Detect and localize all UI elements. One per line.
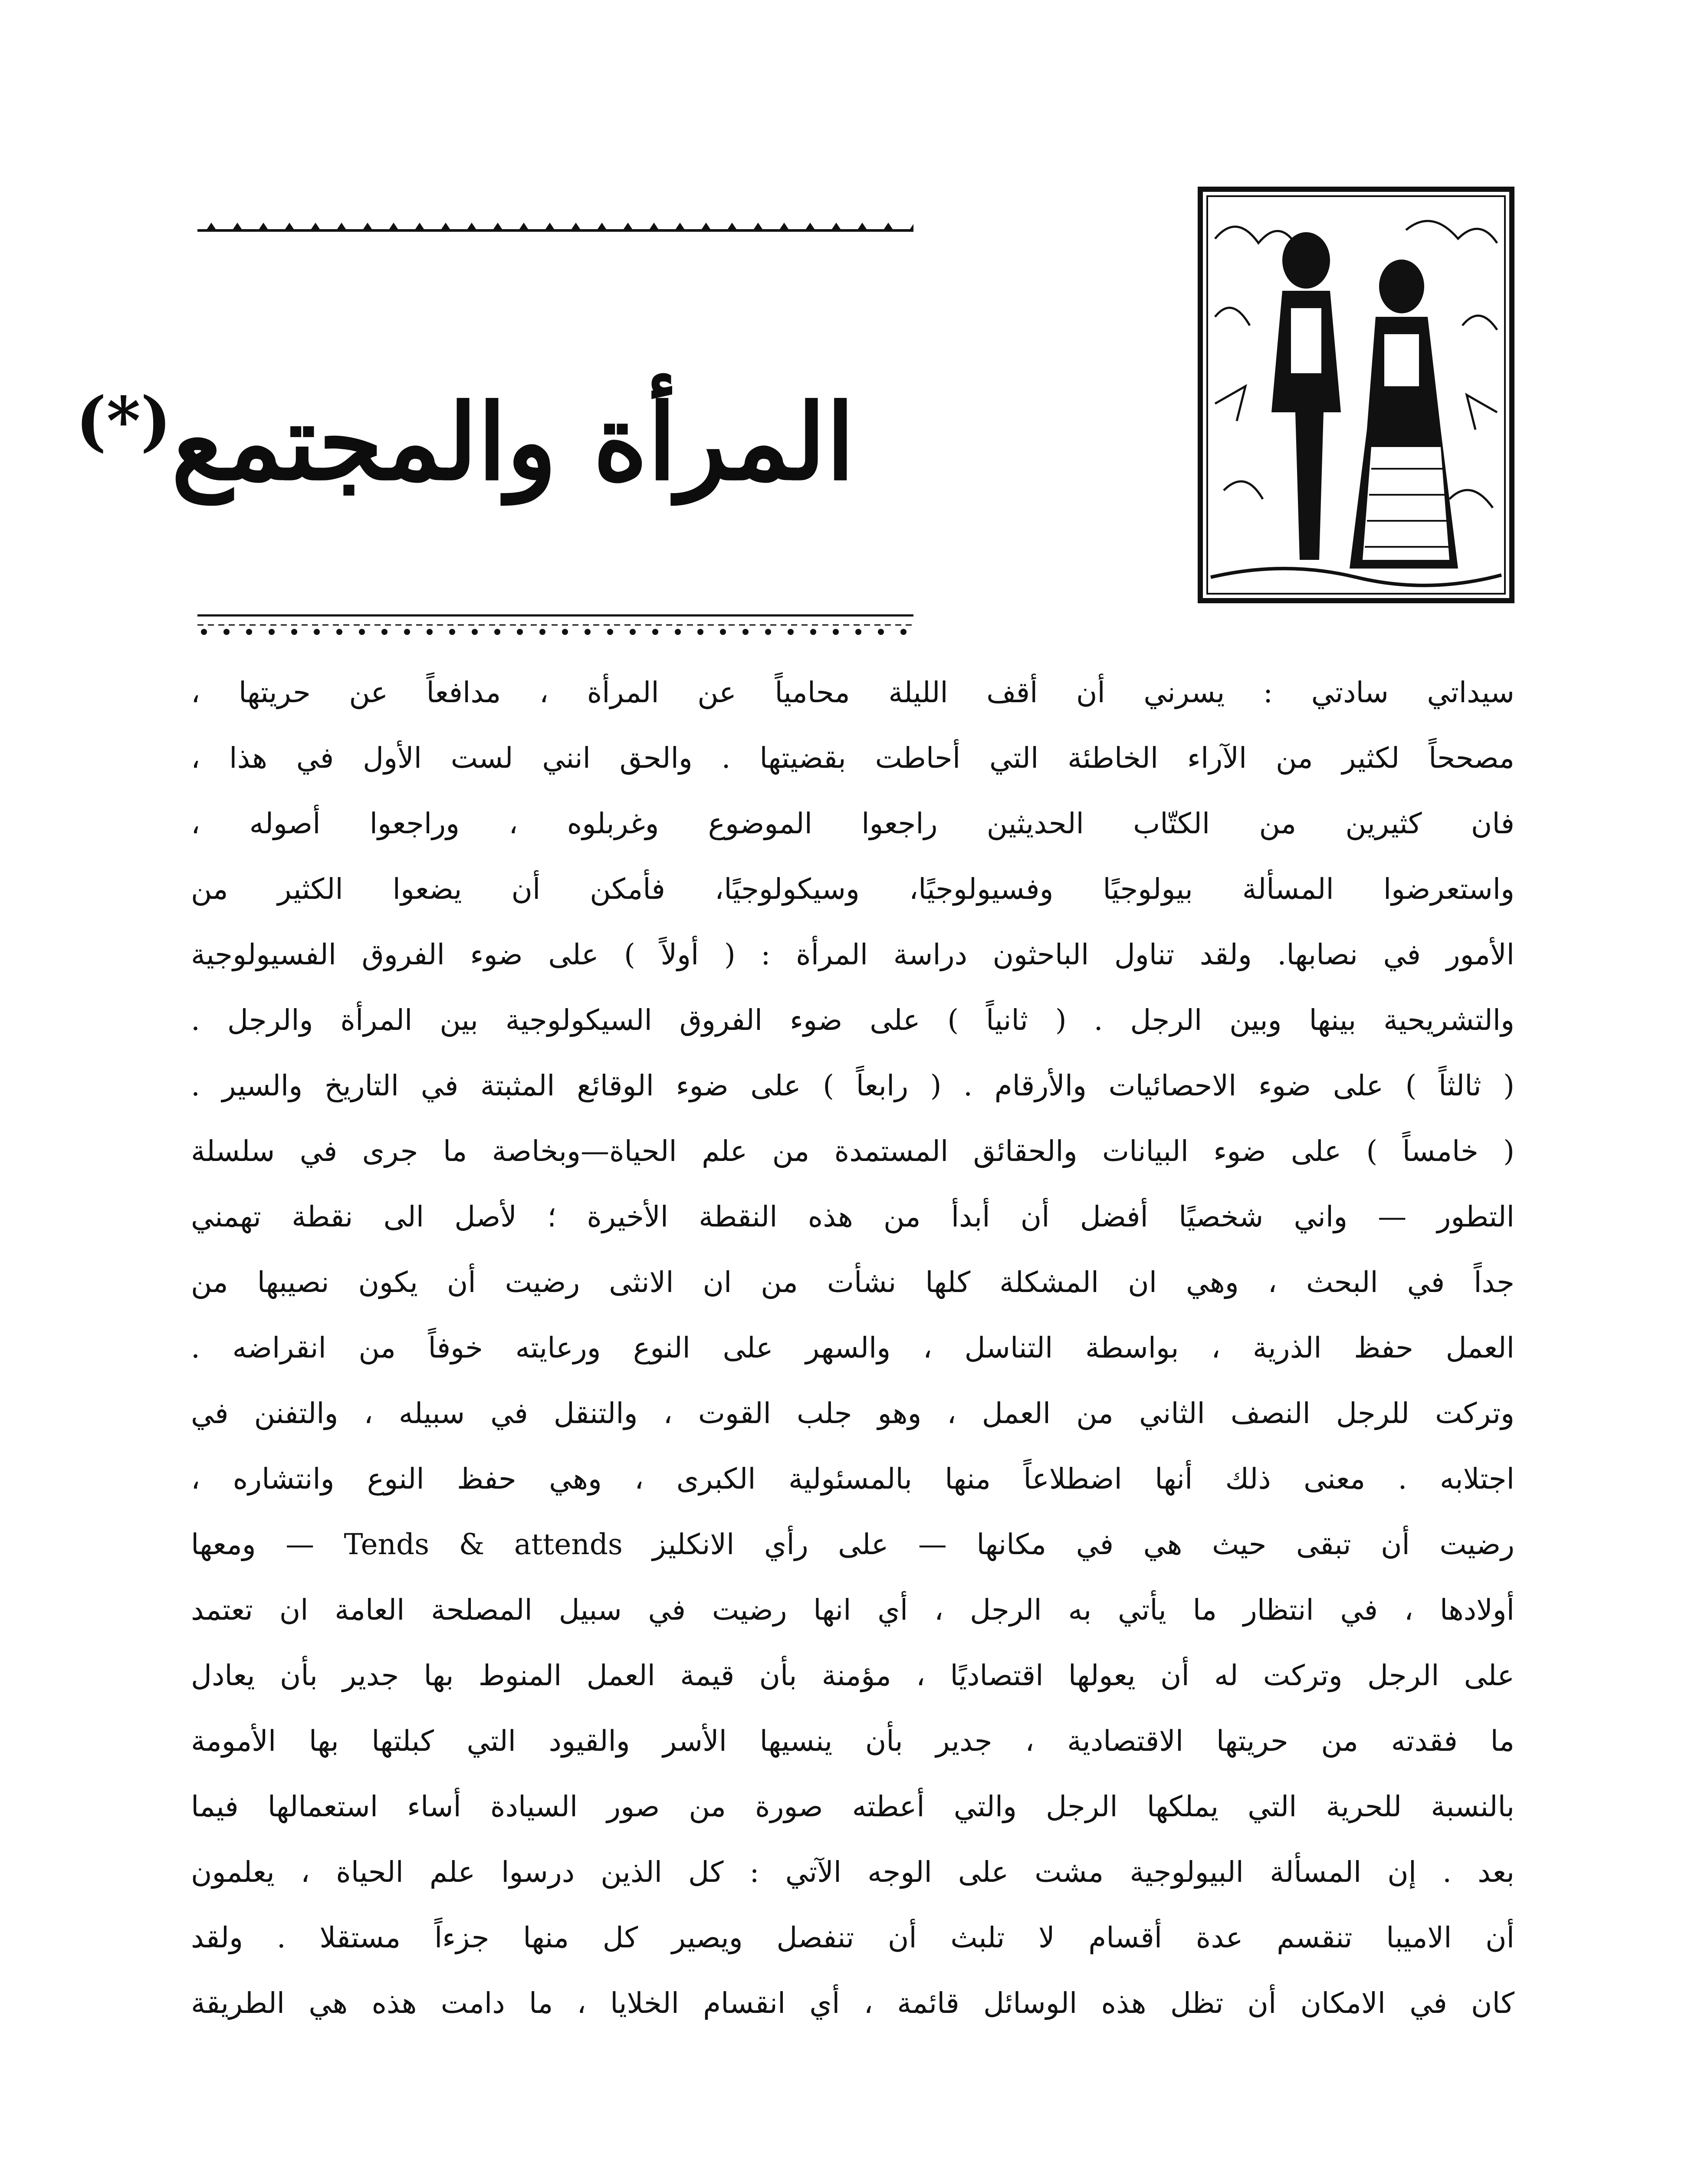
body-line: مصححاً لكثير من الآراء الخاطئة التي أحاطت بقضيتها . والحق انني لست الأول في هذا ، [191, 741, 1514, 775]
body-line: فان كثيرين من الكتّاب الحديثين راجعوا الموضوع وغربلوه ، وراجعوا أصوله ، [191, 807, 1514, 840]
body-line: واستعرضوا المسألة بيولوجيًا وفسيولوجيًا، وسيكولوجيًا، فأمكن أن يضعوا الكثير من [191, 872, 1514, 906]
body-line: رضيت أن تبقى حيث هي في مكانها — على رأي الانكليز Tends & attends — ومعها [191, 1528, 1514, 1561]
page-title [76, 330, 855, 512]
title-footnote-marker: (*) [76, 383, 171, 459]
body-line: أولادها ، في انتظار ما يأتي به الرجل ، أي انها رضيت في سبيل المصلحة العامة ان تعتمد [191, 1593, 1514, 1627]
body-line: على الرجل وتركت له أن يعولها اقتصاديًا ، مؤمنة بأن قيمة العمل المنوط بها جدير بأن يعادل [191, 1659, 1514, 1692]
body-line: وتركت للرجل النصف الثاني من العمل ، وهو جلب القوت ، والتنقل في سبيله ، والتفنن في [191, 1397, 1514, 1430]
body-line: ( ثالثاً ) على ضوء الاحصائيات والأرقام . ( رابعاً ) على ضوء الوقائع المثبتة في التاريخ والسير . [191, 1069, 1514, 1102]
body-line: الأمور في نصابها. ولقد تناول الباحثون دراسة المرأة : ( أولاً ) على ضوء الفروق الفسيولوجية [191, 938, 1514, 971]
body-line: كان في الامكان أن تظل هذه الوسائل قائمة ، أي انقسام الخلايا ، ما دامت هذه هي الطريقة [191, 1986, 1514, 2020]
body-line: ما فقدته من حريتها الاقتصادية ، جدير بأن ينسيها الأسر والقيود التي كبلتها بها الأمومة [191, 1724, 1514, 1758]
body-line: والتشريحية بينها وبين الرجل . ( ثانياً ) على ضوء الفروق السيكولوجية بين المرأة والرجل . [191, 1003, 1514, 1037]
ornamental-rule-icon [197, 219, 913, 235]
title-text: المرأة والمجتمع [171, 381, 855, 503]
article-body [191, 660, 1514, 2153]
body-line: أن الاميبا تنقسم عدة أقسام لا تلبث أن تنفصل ويصير كل منها جزءاً مستقلا . ولقد [191, 1921, 1514, 1954]
body-line: التطور — واني شخصيًا أفضل أن أبدأ من هذه النقطة الأخيرة ؛ لأصل الى نقطة تهمني [191, 1200, 1514, 1233]
body-line: اجتلابه . معنى ذلك أنها اضطلاعاً منها بالمسئولية الكبرى ، وهي حفظ النوع وانتشاره ، [191, 1462, 1514, 1496]
body-line: العمل حفظ الذرية ، بواسطة التناسل ، والسهر على النوع ورعايته خوفاً من انقراضه . [191, 1331, 1514, 1364]
ornamental-double-rule-icon [197, 612, 913, 638]
body-line: ( خامساً ) على ضوء البيانات والحقائق المستمدة من علم الحياة—وبخاصة ما جرى في سلسلة [191, 1134, 1514, 1168]
woodcut-two-figures-icon [1198, 187, 1514, 603]
body-line: بعد . إن المسألة البيولوجية مشت على الوجه الآتي : كل الذين درسوا علم الحياة ، يعلمون [191, 1855, 1514, 1889]
body-line: جداً في البحث ، وهي ان المشكلة كلها نشأت من ان الانثى رضيت أن يكون نصيبها من [191, 1266, 1514, 1299]
body-line: بالنسبة للحرية التي يملكها الرجل والتي أعطته صورة من صور السيادة أساء استعمالها فيما [191, 1790, 1514, 1823]
body-line: سيداتي سادتي : يسرني أن أقف الليلة محامياً عن المرأة ، مدافعاً عن حريتها ، [191, 676, 1514, 709]
